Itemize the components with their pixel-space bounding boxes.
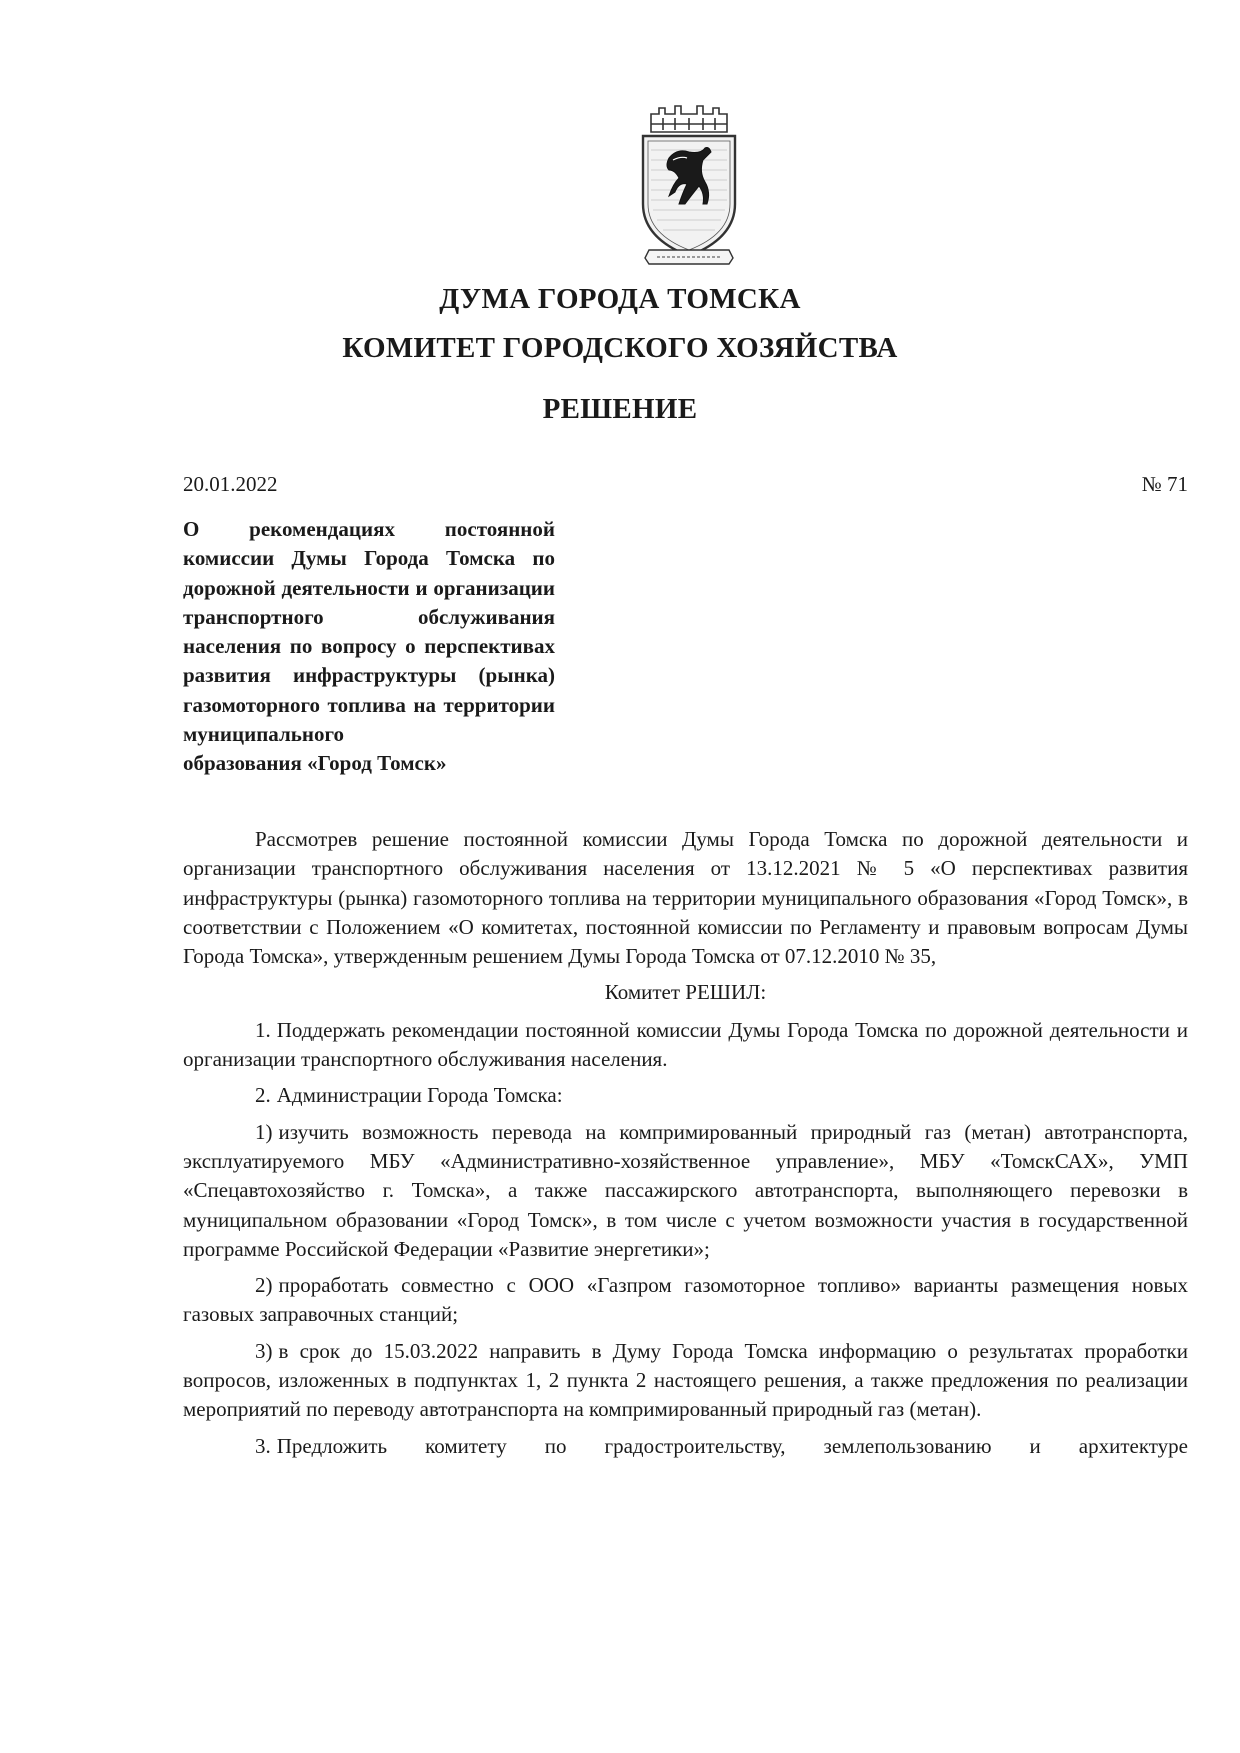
committee-title: КОМИТЕТ ГОРОДСКОГО ХОЗЯЙСТВА (342, 332, 898, 364)
item-text: Поддержать рекомендации постоянной комиссии Думы Города Томска по дорожной деятельности и организации транспортного обслуживания населения. (183, 1017, 1188, 1072)
subject-text: О рекомендациях постоянной комиссии Думы Города Томска по дорожной деятельности и организации транспортного обслуживания населения по вопросу о перспективах развития инфраструктуры (рынка) газомоторного топлива на территории муниципального (183, 517, 555, 747)
item-number: 1. (255, 1017, 271, 1042)
subject-text-last: образования «Город Томск» (183, 751, 447, 776)
item-number: 2) (255, 1273, 273, 1298)
document-number: № 71 (1141, 472, 1188, 496)
document-meta (183, 472, 1188, 504)
document-date: 20.01.2022 (183, 472, 278, 496)
item-text: в срок до 15.03.2022 направить в Думу Города Томска информацию о результатах проработки вопросов, изложенных в подпунктах 1, 2 пункта 2 настоящего решения, а также предложения по реализации мероприятий по переводу автотранспорта на компримированный природный газ (метан). (183, 1338, 1188, 1422)
document-body (183, 825, 1188, 1468)
resolution-item (183, 1432, 1188, 1461)
resolution-subitem (183, 1118, 1188, 1264)
tomsk-coat-of-arms-icon (629, 100, 749, 268)
item-text: Предложить комитету по градостроительству, землепользованию и архитектуре (276, 1433, 1188, 1458)
preamble-paragraph: Рассмотрев решение постоянной комиссии Думы Города Томска по дорожной деятельности и организации транспортного обслуживания населения от 13.12.2021 № 5 «О перспективах развития инфраструктуры (рынка) газомоторного топлива на территории муниципального образования «Город Томск», в соответствии с Положением «О комитетах, постоянной комиссии по Регламенту и правовым вопросам Думы Города Томска», утвержденным решением Думы Города Томска от 07.12.2010 № 35, (183, 827, 1188, 969)
document-type: РЕШЕНИЕ (542, 393, 698, 425)
coat-of-arms (629, 100, 749, 268)
resolution-subitem (183, 1337, 1188, 1425)
item-number: 3) (255, 1338, 273, 1363)
item-text: Администрации Города Томска: (276, 1083, 563, 1108)
resolved-heading: Комитет РЕШИЛ: (604, 980, 767, 1005)
item-text: изучить возможность перевода на компримированный природный газ (метан) автотранспорта, эксплуатируемого МБУ «Административно-хозяйственное управление», МБУ «ТомскСАХ», УМП «Спецавтохозяйство г. Томска», а также пассажирского автотранспорта, выполняющего перевозки в муниципальном образовании «Город Томск», в том числе с учетом возможности участия в государственной программе Российской Федерации «Развитие энергетики»; (183, 1119, 1188, 1261)
resolution-subitem (183, 1271, 1188, 1330)
resolution-item (183, 1081, 1188, 1110)
item-text: проработать совместно с ООО «Газпром газомоторное топливо» варианты размещения новых газовых заправочных станций; (183, 1273, 1188, 1327)
item-number: 1) (255, 1119, 273, 1144)
resolution-item (183, 1016, 1188, 1075)
item-number: 2. (255, 1083, 271, 1108)
item-number: 3. (255, 1433, 271, 1458)
org-title: ДУМА ГОРОДА ТОМСКА (439, 283, 801, 315)
document-subject (183, 515, 555, 779)
